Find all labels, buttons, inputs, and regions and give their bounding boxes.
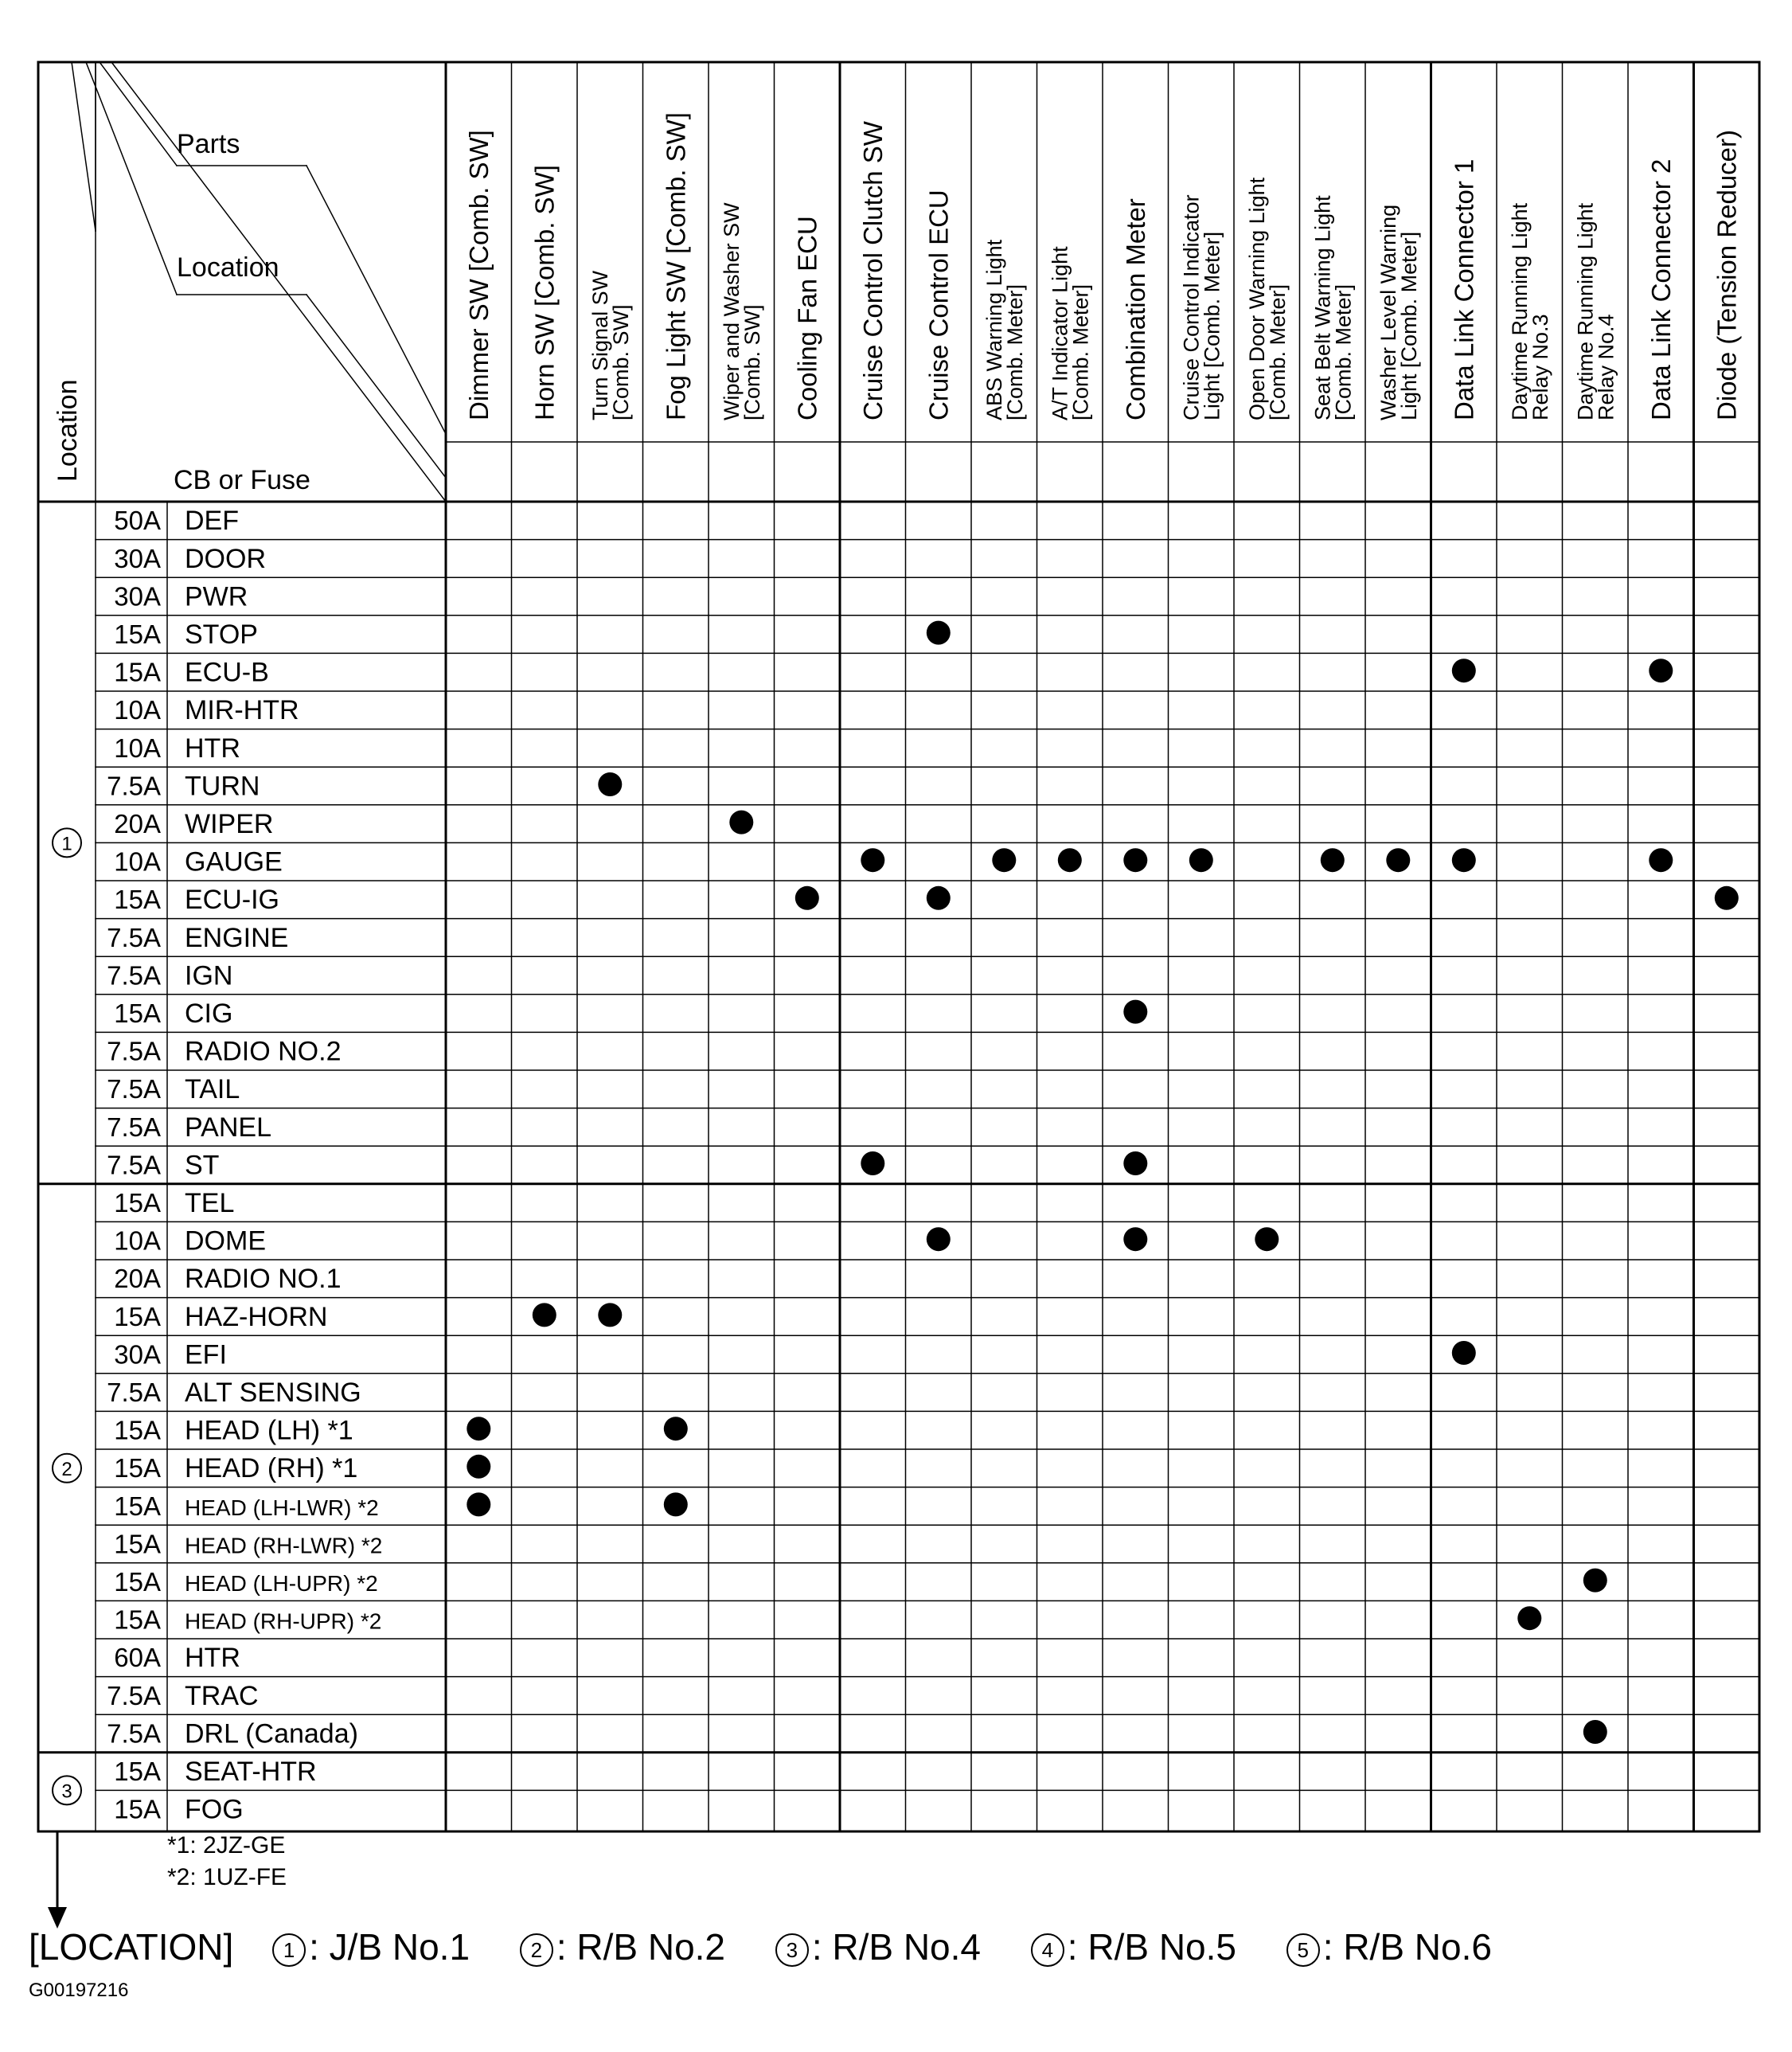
fuse-name: TEL [185, 1188, 235, 1219]
fuse-name: GAUGE [185, 846, 283, 877]
fuse-amperage: 15A [114, 1529, 161, 1559]
legend-text: : R/B No.2 [556, 1926, 726, 1968]
legend-number: 1 [272, 1933, 306, 1967]
fuse-amperage: 30A [114, 1339, 161, 1370]
fuse-name: HAZ-HORN [185, 1301, 328, 1332]
fuse-amperage: 50A [114, 506, 161, 536]
column-header-label: Relay No.3 [1528, 314, 1552, 420]
group-location-number: 1 [61, 833, 72, 855]
legend-text: : R/B No.5 [1067, 1926, 1236, 1968]
connection-dot [1123, 1151, 1147, 1175]
fuse-name: DOOR [185, 543, 266, 574]
connection-dot [992, 848, 1016, 872]
fuse-name: CIG [185, 999, 233, 1030]
connection-dot [927, 621, 951, 645]
fuse-name: STOP [185, 620, 258, 651]
fuse-amperage: 15A [114, 1415, 161, 1445]
connection-dot [1517, 1606, 1541, 1630]
column-header-label: [Comb. Meter] [1002, 283, 1027, 420]
fuse-amperage: 7.5A [107, 1112, 161, 1142]
fuse-name: ST [185, 1150, 220, 1181]
connection-dot [927, 886, 951, 910]
fuse-amperage: 7.5A [107, 1378, 161, 1408]
connection-dot [1386, 848, 1410, 872]
header-diagonal [306, 166, 446, 434]
legend-text: : R/B No.4 [811, 1926, 982, 1968]
connection-dot [1715, 886, 1739, 910]
fuse-name: HEAD (RH-LWR) *2 [185, 1533, 383, 1558]
column-header-label: Data Link Connector 2 [1646, 158, 1677, 420]
fuse-amperage: 10A [114, 1225, 161, 1256]
connection-dot [795, 886, 819, 910]
connection-dot [467, 1417, 490, 1440]
footnote-2: *2: 1UZ-FE [167, 1864, 287, 1890]
connection-dot [1649, 659, 1673, 682]
fuse-name: RADIO NO.2 [185, 1036, 342, 1067]
figure-code: G00197216 [29, 1980, 129, 2001]
fuse-amperage: 20A [114, 809, 161, 839]
fuse-name: ECU-IG [185, 885, 279, 916]
fuse-amperage: 15A [114, 1453, 161, 1483]
fuse-name: HTR [185, 1643, 240, 1674]
header-diagonal [86, 62, 177, 295]
fuse-amperage: 7.5A [107, 1718, 161, 1749]
fuse-name: HEAD (RH) *1 [185, 1453, 358, 1484]
legend-item [520, 1925, 725, 1968]
column-header-label: [Comb. Meter] [1265, 283, 1290, 420]
column-header-label: Relay No.4 [1594, 314, 1618, 420]
fuse-amperage: 15A [114, 1757, 161, 1787]
legend-number: 2 [520, 1933, 553, 1967]
column-header-label: Light [Comb. Meter] [1200, 231, 1224, 420]
fuse-amperage: 10A [114, 733, 161, 763]
header-diagonal [306, 295, 446, 478]
fuse-amperage: 10A [114, 695, 161, 725]
fuse-amperage: 15A [114, 1301, 161, 1331]
legend-text: : R/B No.6 [1322, 1926, 1492, 1968]
column-header-label: Washer Level Warning [1376, 204, 1401, 420]
fuse-amperage: 30A [114, 581, 161, 612]
connection-dot [927, 1227, 951, 1251]
group-location-number: 3 [61, 1780, 72, 1803]
fuse-name: DRL (Canada) [185, 1718, 358, 1749]
fuse-name: DOME [185, 1225, 266, 1257]
column-header-label: Wiper and Washer SW [720, 202, 744, 420]
connection-dot [467, 1492, 490, 1516]
legend-title: [LOCATION] [29, 1926, 234, 1968]
connection-dot [861, 848, 884, 872]
fuse-name: PWR [185, 581, 248, 612]
connection-dot [1123, 1000, 1147, 1024]
fuse-name: HEAD (RH-UPR) *2 [185, 1608, 382, 1634]
fuse-name: DEF [185, 506, 239, 537]
connection-dot [1058, 848, 1082, 872]
fuse-amperage: 15A [114, 1794, 161, 1824]
legend-text: : J/B No.1 [309, 1926, 470, 1968]
fuse-name: TAIL [185, 1074, 240, 1105]
column-header-label: [Comb. Meter] [1331, 283, 1356, 420]
connection-dot [1452, 659, 1476, 682]
column-header-label: Open Door Warning Light [1245, 177, 1270, 420]
fuse-name: IGN [185, 960, 233, 991]
connection-dot [1452, 1341, 1476, 1365]
fuse-amperage: 15A [114, 885, 161, 915]
fuse-name: ECU-B [185, 657, 269, 688]
fuse-name: PANEL [185, 1112, 271, 1143]
fuse-amperage: 15A [114, 657, 161, 687]
column-header-label: [Comb. SW] [740, 304, 764, 420]
header-diagonal [72, 62, 96, 231]
column-header-label: ABS Warning Light [982, 239, 1007, 420]
fuse-name: ALT SENSING [185, 1378, 361, 1409]
fuse-name: ENGINE [185, 922, 289, 953]
legend-item [272, 1925, 470, 1968]
connection-dot [1583, 1569, 1607, 1593]
fuse-amperage: 15A [114, 1188, 161, 1218]
column-header-label: Daytime Running Light [1508, 202, 1532, 420]
connection-dot [1583, 1720, 1607, 1744]
header-diagonal [100, 62, 177, 166]
connection-dot [533, 1303, 556, 1327]
column-header-label: Horn SW [Comb. SW] [529, 165, 560, 420]
fuse-amperage: 10A [114, 846, 161, 877]
fuse-amperage: 15A [114, 620, 161, 650]
connection-dot [1649, 848, 1673, 872]
connection-dot [664, 1492, 688, 1516]
connection-dot [729, 811, 753, 834]
legend-number: 4 [1031, 1933, 1064, 1967]
fuse-amperage: 7.5A [107, 1036, 161, 1066]
fuse-name: TRAC [185, 1680, 259, 1711]
column-header-label: Fog Light SW [Comb. SW] [661, 112, 691, 420]
fuse-amperage: 15A [114, 999, 161, 1029]
legend-number: 3 [775, 1933, 809, 1967]
connection-dot [1189, 848, 1213, 872]
fuse-amperage: 60A [114, 1643, 161, 1673]
group-location-number: 2 [61, 1458, 72, 1480]
fuse-amperage: 7.5A [107, 1074, 161, 1104]
fuse-name: SEAT-HTR [185, 1757, 317, 1788]
fuse-name: FOG [185, 1794, 244, 1825]
connection-dot [598, 772, 622, 796]
fuse-amperage: 20A [114, 1264, 161, 1294]
fuse-amperage: 15A [114, 1604, 161, 1635]
cb-fuse-label: CB or Fuse [174, 465, 310, 495]
parts-label: Parts [177, 129, 240, 159]
column-header-label: Cruise Control ECU [923, 190, 954, 420]
legend-item [1286, 1925, 1492, 1968]
fuse-name: TURN [185, 771, 260, 802]
side-location-label: Location [53, 379, 83, 482]
connection-dot [1123, 1227, 1147, 1251]
column-header-label: Cruise Control Indicator [1179, 194, 1204, 420]
column-header-label: Data Link Connector 1 [1449, 158, 1479, 420]
connection-dot [1255, 1227, 1279, 1251]
footnote-1: *1: 2JZ-GE [167, 1832, 286, 1859]
connection-dot [1321, 848, 1345, 872]
fuse-name: RADIO NO.1 [185, 1264, 342, 1295]
column-header-label: [Comb. SW] [608, 304, 633, 420]
location-header-label: Location [177, 252, 279, 283]
fuse-name: WIPER [185, 809, 274, 840]
column-header-label: A/T Indicator Light [1048, 246, 1072, 420]
fuse-amperage: 15A [114, 1491, 161, 1521]
connection-dot [1452, 848, 1476, 872]
fuse-name: HEAD (LH) *1 [185, 1415, 353, 1446]
column-header-label: [Comb. Meter] [1068, 283, 1093, 420]
column-header-label: Dimmer SW [Comb. SW] [464, 130, 494, 420]
column-header-label: Seat Belt Warning Light [1310, 195, 1335, 420]
fuse-amperage: 30A [114, 543, 161, 573]
connection-dot [664, 1417, 688, 1440]
fuse-name: HEAD (LH-LWR) *2 [185, 1495, 379, 1520]
fuse-amperage: 7.5A [107, 771, 161, 801]
location-legend [29, 1925, 1532, 1968]
fuse-name: HEAD (LH-UPR) *2 [185, 1571, 378, 1597]
column-header-label: Diode (Tension Reducer) [1712, 129, 1742, 420]
connection-dot [861, 1151, 884, 1175]
fuse-amperage: 15A [114, 1567, 161, 1597]
fuse-amperage: 7.5A [107, 1150, 161, 1180]
fuse-amperage: 7.5A [107, 1680, 161, 1710]
fuse-amperage: 7.5A [107, 960, 161, 991]
column-header-label: Cooling Fan ECU [792, 216, 822, 420]
fuse-name: HTR [185, 733, 240, 764]
legend-item [1031, 1925, 1236, 1968]
column-header-label: Light [Comb. Meter] [1396, 231, 1421, 420]
connection-dot [598, 1303, 622, 1327]
legend-number: 5 [1286, 1933, 1320, 1967]
column-header-label: Daytime Running Light [1573, 202, 1598, 420]
connection-dot [467, 1455, 490, 1479]
column-header-label: Combination Meter [1121, 198, 1151, 420]
fuse-name: EFI [185, 1339, 227, 1370]
connection-dot [1123, 848, 1147, 872]
column-header-label: Cruise Control Clutch SW [858, 121, 888, 420]
fuse-name: MIR-HTR [185, 695, 299, 726]
column-header-label: Turn Signal SW [588, 270, 613, 420]
legend-item [775, 1925, 981, 1968]
fuse-amperage: 7.5A [107, 922, 161, 952]
